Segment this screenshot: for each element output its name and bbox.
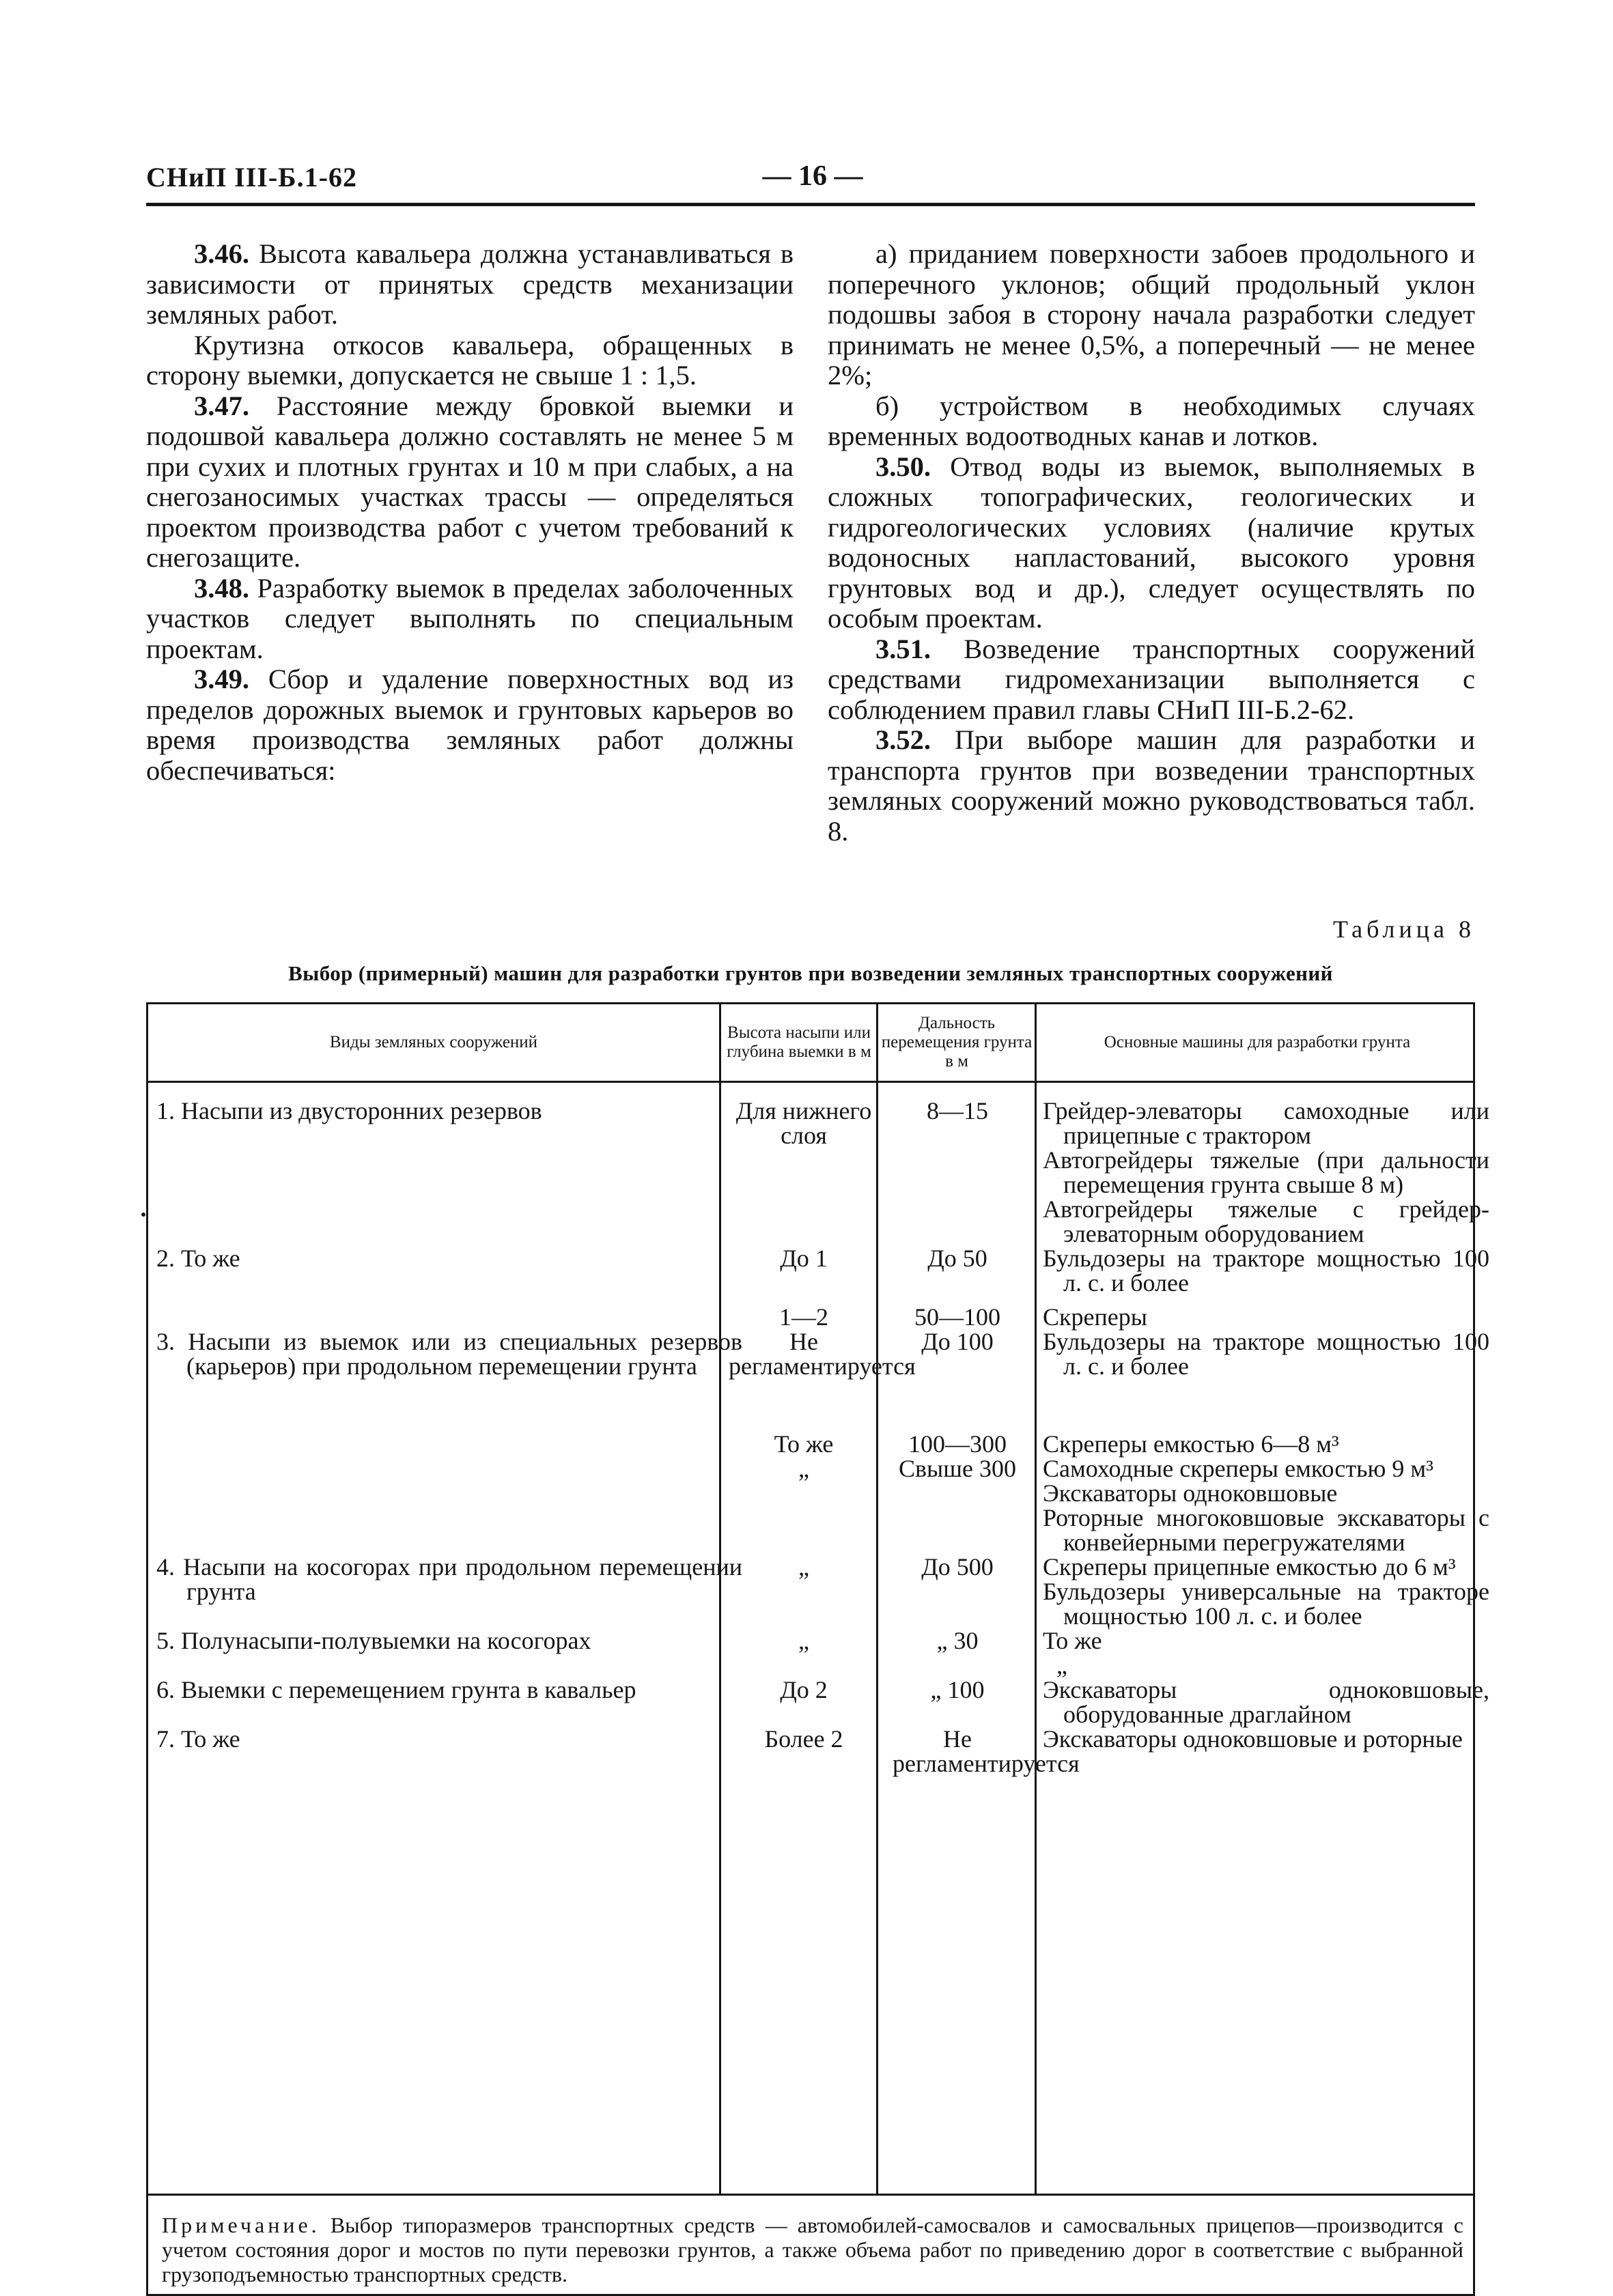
paragraph-text: Возведение транспортных сооружений средствами гидромеханизации выполняется с соблюдением правил главы СНиП III-Б.2-62. <box>828 633 1475 725</box>
paragraph-number: 3.47. <box>194 390 249 421</box>
paragraph-number: 3.48. <box>194 572 249 604</box>
paragraph-3-47 <box>146 391 794 573</box>
table-row-7-kind: 7. То же <box>156 1725 240 1753</box>
paragraph-text: Разработку выемок в пределах заболоченных участков следует выполнять по специальным проектам. <box>146 572 794 664</box>
document-code: СНиП III-Б.1-62 <box>146 162 357 193</box>
header-rule <box>146 203 1475 206</box>
machines-table <box>146 1002 1489 2296</box>
paragraph-number: 3.51. <box>875 633 931 664</box>
table-row-2-machine: Бульдозеры на тракторе мощностью 100 л. с. и более <box>1043 1245 1489 1296</box>
table-row-2-machine: Скреперы <box>1043 1303 1147 1331</box>
table-row-4-machine: Скреперы прицепные емкостью до 6 м³ <box>1043 1553 1456 1581</box>
table-row-3-height: То же <box>774 1430 834 1458</box>
table-row-5-machine: „ <box>1056 1652 1067 1679</box>
header-height: Высота насыпи или глубина выемки в м <box>727 1023 871 1061</box>
paragraph-3-49 <box>146 664 794 786</box>
table-row-3-distance: До 100 <box>921 1328 994 1355</box>
table-row-3-machine: Экскаваторы одноковшовые <box>1043 1479 1338 1507</box>
table-row-3-machine: Самоходные скреперы емкостью 9 м³ <box>1043 1455 1434 1482</box>
table-title: Выбор (примерный) машин для разработки грунтов при возведении земляных транспортных сооружений <box>288 961 1333 985</box>
paragraph-number: 3.49. <box>194 664 249 694</box>
note-text: Выбор типоразмеров транспортных средств — автомобилей-самосвалов и самосвальных прицепов—производится с учетом состояния дорог и мостов по пути перевозки грунтов, а также объема работ по приведению дорог в соответствие с выбранной грузоподъемностью транспортных средств. <box>162 2213 1463 2286</box>
table-row-3-machine: Скреперы емкостью 6—8 м³ <box>1043 1430 1339 1458</box>
table-row-4-distance: До 500 <box>921 1553 994 1581</box>
table-note <box>162 2213 1463 2286</box>
table-row-2-kind: 2. То же <box>156 1245 240 1272</box>
table-row-7-distance: Не регламентируется <box>893 1725 1080 1777</box>
table-row-5-distance: „ 30 <box>936 1627 979 1654</box>
paragraph-text: Сбор и удаление поверхностных вод из пределов дорожных выемок и грунтовых карьеров во время производства земляных работ должны обеспечиваться: <box>146 664 794 786</box>
table-row-1-machine: Автогрейдеры тяжелые (при дальности перемещения грунта свыше 8 м) <box>1043 1146 1489 1198</box>
header-bottom-rule <box>148 1081 1473 1083</box>
paragraph-3-46 <box>146 239 794 330</box>
table-row-6-machine: Экскаваторы одноковшовые, оборудованные драглайном <box>1043 1676 1489 1728</box>
paragraph-number: 3.50. <box>875 451 931 482</box>
table-row-2-distance: 50—100 <box>914 1303 1000 1331</box>
right-text-column <box>828 239 1475 847</box>
table-row-3-machine: Бульдозеры на тракторе мощностью 100 л. с. и более <box>1043 1328 1489 1380</box>
scan-speck <box>141 1213 145 1217</box>
table-row-1-height: Для нижнего слоя <box>735 1097 872 1149</box>
paragraph-text: Крутизна откосов кавальера, обращенных в сторону выемки, допускается не свыше 1 : 1,5. <box>146 329 794 391</box>
table-row-5-kind: 5. Полунасыпи-полувыемки на косогорах <box>156 1627 591 1654</box>
table-row-1-kind: 1. Насыпи из двусторонних резервов <box>156 1097 542 1124</box>
paragraph-3-52 <box>828 725 1475 847</box>
table-caption: Таблица 8 <box>1333 916 1475 943</box>
paragraph-text: Отвод воды из выемок, выполняемых в сложных топографических, геологических и гидрогеологических условиях (наличие крутых водоносных напластований, высокого уровня грунтовых вод и др.), следует осуществлять по особым проектам. <box>828 451 1475 634</box>
paragraph-text: Высота кавальера должна устанавливаться в зависимости от принятых средств механизации земляных работ. <box>146 238 794 330</box>
header-structure-type: Виды земляных сооружений <box>329 1033 538 1051</box>
paragraph-number: 3.52. <box>875 724 931 755</box>
table-row-3-kind: 3. Насыпи из выемок или из специальных резервов (карьеров) при продольном перемещении грунта <box>156 1328 742 1380</box>
paragraph-text: При выборе машин для разработки и транспорта грунтов при возведении транспортных земляных сооружений можно руководствоваться табл. 8. <box>828 724 1475 847</box>
table-row-4-height: „ <box>798 1553 809 1581</box>
page-number: — 16 — <box>762 160 863 192</box>
paragraph-text: а) приданием поверхности забоев продольного и поперечного уклонов; общий продольный уклон подошвы забоя в сторону начала разработки следует принимать не менее 0,5%, а поперечный — не менее 2%; <box>828 238 1475 391</box>
paragraph-3-50 <box>828 452 1475 634</box>
note-label: Примечание. <box>162 2213 320 2237</box>
paragraph-item-b <box>828 391 1475 452</box>
table-row-4-machine: Бульдозеры универсальные на тракторе мощностью 100 л. с. и более <box>1043 1578 1489 1630</box>
table-row-3-distance: 100—300 <box>908 1430 1007 1458</box>
table-row-1-machine: Грейдер-элеваторы самоходные или прицепные с трактором <box>1043 1097 1489 1149</box>
table-row-4-kind: 4. Насыпи на косогорах при продольном перемещении грунта <box>156 1553 742 1605</box>
paragraph-slope <box>146 330 794 391</box>
table-row-5-height: „ <box>798 1627 809 1654</box>
column-divider <box>876 1004 878 2194</box>
paragraph-text: б) устройством в необходимых случаях временных водоотводных канав и лотков. <box>828 390 1475 451</box>
paragraph-number: 3.46. <box>194 238 249 269</box>
table-row-1-machine: Автогрейдеры тяжелые с грейдер-элеваторным оборудованием <box>1043 1195 1489 1247</box>
table-row-1-distance: 8—15 <box>927 1097 988 1124</box>
table-row-7-machine: Экскаваторы одноковшовые и роторные <box>1043 1725 1463 1753</box>
table-row-6-distance: „ 100 <box>930 1676 985 1703</box>
table-row-5-machine: То же <box>1043 1627 1102 1654</box>
paragraph-text: Расстояние между бровкой выемки и подошвой кавальера должно составлять не менее 5 м при сухих и плотных грунтах и 10 м при слабых, а на снегозаносимых участках трассы — определяться проектом производства работ с учетом требований к снегозащите. <box>146 390 794 573</box>
header-distance: Дальность перемещения грунта в м <box>881 1014 1033 1071</box>
paragraph-item-a <box>828 239 1475 391</box>
table-row-7-height: Более 2 <box>764 1725 843 1753</box>
paragraph-3-51 <box>828 634 1475 726</box>
table-row-2-height: До 1 <box>780 1245 828 1272</box>
paragraph-3-48 <box>146 573 794 665</box>
table-row-3-height: Не регламентируется <box>729 1328 916 1380</box>
table-row-3-height: „ <box>798 1455 809 1482</box>
table-row-3-distance: Свыше 300 <box>899 1455 1016 1482</box>
table-row-6-kind: 6. Выемки с перемещением грунта в кавальер <box>156 1676 636 1703</box>
table-row-6-height: До 2 <box>780 1676 828 1703</box>
table-row-2-height: 1—2 <box>779 1303 828 1331</box>
column-divider <box>1035 1004 1037 2194</box>
table-row-2-distance: До 50 <box>927 1245 987 1272</box>
header-machines: Основные машины для разработки грунта <box>1104 1033 1411 1051</box>
table-row-3-machine: Роторные многоковшовые экскаваторы с конвейерными перегружателями <box>1043 1504 1489 1556</box>
table-body-bottom-rule <box>148 2194 1473 2196</box>
left-text-column <box>146 239 794 786</box>
